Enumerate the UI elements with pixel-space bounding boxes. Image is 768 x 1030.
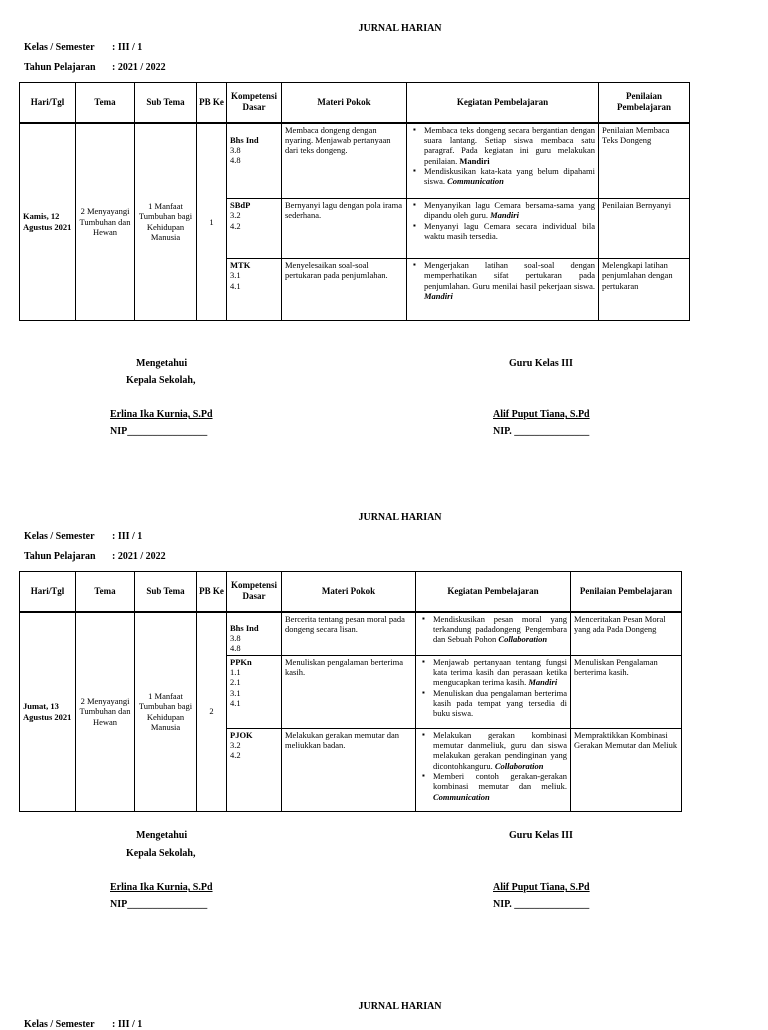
sign-left-2: Kepala Sekolah,: [126, 375, 196, 386]
sign-right-1: Guru Kelas III: [509, 358, 573, 369]
kegiatan-cell: [416, 655, 571, 728]
kegiatan-item: ▪ Menuliskan dua pengalaman berterima kasih pada tempat yang tersedia di buku siswa.: [433, 688, 567, 719]
penilaian-cell: Menceritakan Pesan Moral yang ada Pada Dongeng: [571, 612, 682, 656]
header-cell: Hari/Tgl: [20, 572, 76, 612]
penilaian-cell: Melengkapi latihan penjumlahan dengan pertukaran: [599, 259, 690, 321]
class-semester-label: Kelas / Semester: [24, 531, 95, 542]
materi-cell: Bernyanyi lagu dengan pola irama sederhana.: [282, 199, 407, 259]
kd-cell: [227, 612, 282, 656]
page-title: JURNAL HARIAN: [358, 23, 442, 34]
header-cell: Materi Pokok: [282, 83, 407, 123]
header-cell: Kompetensi Dasar: [227, 572, 282, 612]
kegiatan-item: ▪ Memberi contoh gerakan-gerakan kombinasi memutar dan meliuk. Communication: [433, 771, 567, 802]
table-header-row: [20, 572, 682, 612]
class-semester-value: : III / 1: [112, 1019, 143, 1030]
kd-code: 3.2: [230, 210, 241, 221]
kd-subject: MTK: [230, 260, 251, 270]
table-header-row: [20, 83, 690, 123]
header-cell: Hari/Tgl: [20, 83, 76, 123]
sign-left-2: Kepala Sekolah,: [126, 848, 196, 859]
kd-code: 4.1: [230, 698, 241, 709]
headmaster-nip: NIP________________: [110, 899, 208, 910]
header-cell: Sub Tema: [135, 83, 197, 123]
teacher-name: Alif Puput Tiana, S.Pd: [493, 882, 590, 893]
kegiatan-item: ▪ Menjawab pertanyaan tentang fungsi kata terima kasih dan perasaan ketika mengucapkan terima kasih. Mandiri: [433, 657, 567, 688]
header-cell: Penilaian Pembelajaran: [571, 572, 682, 612]
subtema-cell: 1 Manfaat Tumbuhan bagi Kehidupan Manusia: [135, 612, 197, 812]
class-semester-label: Kelas / Semester: [24, 42, 95, 53]
class-semester: [24, 1019, 142, 1030]
school-year: [24, 551, 166, 562]
headmaster-name: Erlina Ika Kurnia, S.Pd: [110, 882, 213, 893]
class-semester: [24, 42, 142, 53]
materi-cell: Bercerita tentang pesan moral pada dongeng secara lisan.: [282, 612, 416, 656]
kd-code: 4.1: [230, 280, 241, 291]
kd-code: 3.1: [230, 270, 241, 281]
day-date-cell: Kamis, 12 Agustus 2021: [20, 123, 76, 321]
class-semester-value: : III / 1: [112, 531, 143, 542]
penilaian-cell: Mempraktikkan Kombinasi Gerakan Memutar dan Meliuk: [571, 728, 682, 811]
kegiatan-cell: [407, 123, 599, 199]
kegiatan-item: ▪ Mengerjakan latihan soal-soal dengan memperhatikan sifat pertukaran pada penjumlahan. Guru menilai hasil pekerjaan siswa. Mandiri: [424, 260, 595, 301]
headmaster-nip: NIP________________: [110, 426, 208, 437]
kegiatan-cell: [407, 199, 599, 259]
page-title: JURNAL HARIAN: [358, 512, 442, 523]
day-date-cell: Jumat, 13 Agustus 2021: [20, 612, 76, 812]
table-row: [20, 123, 690, 199]
penilaian-cell: Menuliskan Pengalaman berterima kasih.: [571, 655, 682, 728]
sign-left-1: Mengetahui: [136, 358, 188, 369]
kd-subject: Bhs Ind: [230, 134, 259, 145]
subtema-cell: 1 Manfaat Tumbuhan bagi Kehidupan Manusia: [135, 123, 197, 321]
kegiatan-item: ▪ Membaca teks dongeng secara bergantian dengan suara lantang. Setiap siswa membaca satu paragraf. Pada kegiatan ini guru melakukan penilaian. Mandiri: [424, 125, 595, 166]
kegiatan-cell: [416, 728, 571, 811]
penilaian-cell: Penilaian Bernyanyi: [599, 199, 690, 259]
kd-cell: [227, 199, 282, 259]
headmaster-name: Erlina Ika Kurnia, S.Pd: [110, 409, 213, 420]
tema-cell: 2 Menyayangi Tumbuhan dan Hewan: [76, 612, 135, 812]
teacher-nip: NIP. _______________: [493, 426, 590, 437]
journal-table: [19, 571, 682, 812]
kegiatan-item: ▪ Mendiskusikan kata-kata yang belum dipahami siswa. Communication: [424, 166, 595, 187]
header-cell: Kegiatan Pembelajaran: [416, 572, 571, 612]
school-year-label: Tahun Pelajaran: [24, 551, 96, 562]
kd-code: 4.8: [230, 643, 241, 654]
tema-cell: 2 Menyayangi Tumbuhan dan Hewan: [76, 123, 135, 321]
header-cell: Kegiatan Pembelajaran: [407, 83, 599, 123]
penilaian-cell: Penilaian Membaca Teks Dongeng: [599, 123, 690, 199]
signature-block: [0, 358, 768, 448]
kd-code: 3.8: [230, 144, 241, 155]
table-row: [20, 612, 682, 656]
header-cell: Tema: [76, 83, 135, 123]
kd-code: 4.2: [230, 220, 241, 231]
header-cell: Tema: [76, 572, 135, 612]
header-cell: Sub Tema: [135, 572, 197, 612]
kd-code: 3.2: [230, 739, 241, 750]
header-cell: PB Ke: [197, 83, 227, 123]
sign-left-1: Mengetahui: [136, 830, 188, 841]
kd-code: 4.2: [230, 750, 241, 761]
materi-cell: Membaca dongeng dengan nyaring. Menjawab pertanyaan dari teks dongeng.: [282, 123, 407, 199]
header-cell: Kompetensi Dasar: [227, 83, 282, 123]
class-semester: [24, 531, 142, 542]
pb-cell: 2: [197, 612, 227, 812]
school-year-value: : 2021 / 2022: [112, 62, 166, 73]
kd-cell: [227, 728, 282, 811]
pb-cell: 1: [197, 123, 227, 321]
school-year: [24, 62, 166, 73]
class-semester-value: : III / 1: [112, 42, 143, 53]
kd-subject: PJOK: [230, 729, 253, 740]
kegiatan-item: ▪ Mendiskusikan pesan moral yang terkandung padadongeng Pengembara dan Sebuah Pohon Collaboration: [433, 614, 567, 645]
header-cell: Materi Pokok: [282, 572, 416, 612]
kd-subject: PPKn: [230, 656, 252, 667]
kd-subject: Bhs Ind: [230, 622, 259, 633]
kd-code: 4.8: [230, 155, 241, 166]
kd-code: 1.1: [230, 666, 241, 677]
materi-cell: Melakukan gerakan memutar dan meliukkan badan.: [282, 728, 416, 811]
class-semester-label: Kelas / Semester: [24, 1019, 95, 1030]
kegiatan-cell: [416, 612, 571, 656]
kegiatan-cell: [407, 259, 599, 321]
kd-code: 3.8: [230, 632, 241, 643]
teacher-name: Alif Puput Tiana, S.Pd: [493, 409, 590, 420]
kegiatan-item: ▪ Melakukan gerakan kombinasi memutar danmeliuk, guru dan siswa melakukan gerakan pendinginan yang dicontohkanguru. Collaboration: [433, 730, 567, 771]
sign-right-1: Guru Kelas III: [509, 830, 573, 841]
kd-code: 2.1: [230, 677, 241, 688]
materi-cell: Menuliskan pengalaman berterima kasih.: [282, 655, 416, 728]
signature-block: [0, 830, 768, 920]
school-year-label: Tahun Pelajaran: [24, 62, 96, 73]
kd-cell: [227, 259, 282, 321]
materi-cell: Menyelesaikan soal-soal pertukaran pada penjumlahan.: [282, 259, 407, 321]
kd-cell: [227, 655, 282, 728]
journal-table: [19, 82, 690, 321]
teacher-nip: NIP. _______________: [493, 899, 590, 910]
kd-code: 3.1: [230, 687, 241, 698]
school-year-value: : 2021 / 2022: [112, 551, 166, 562]
page-title: JURNAL HARIAN: [358, 1001, 442, 1012]
kd-subject: SBdP: [230, 200, 251, 210]
kegiatan-item: ▪ Menyanyikan lagu Cemara bersama-sama yang dipandu oleh guru. Mandiri: [424, 200, 595, 221]
header-cell: PB Ke: [197, 572, 227, 612]
kd-cell: [227, 123, 282, 199]
kegiatan-item: ▪ Menyanyi lagu Cemara secara individual bila waktu masih tersedia.: [424, 221, 595, 242]
header-cell: Penilaian Pembelajaran: [599, 83, 690, 123]
